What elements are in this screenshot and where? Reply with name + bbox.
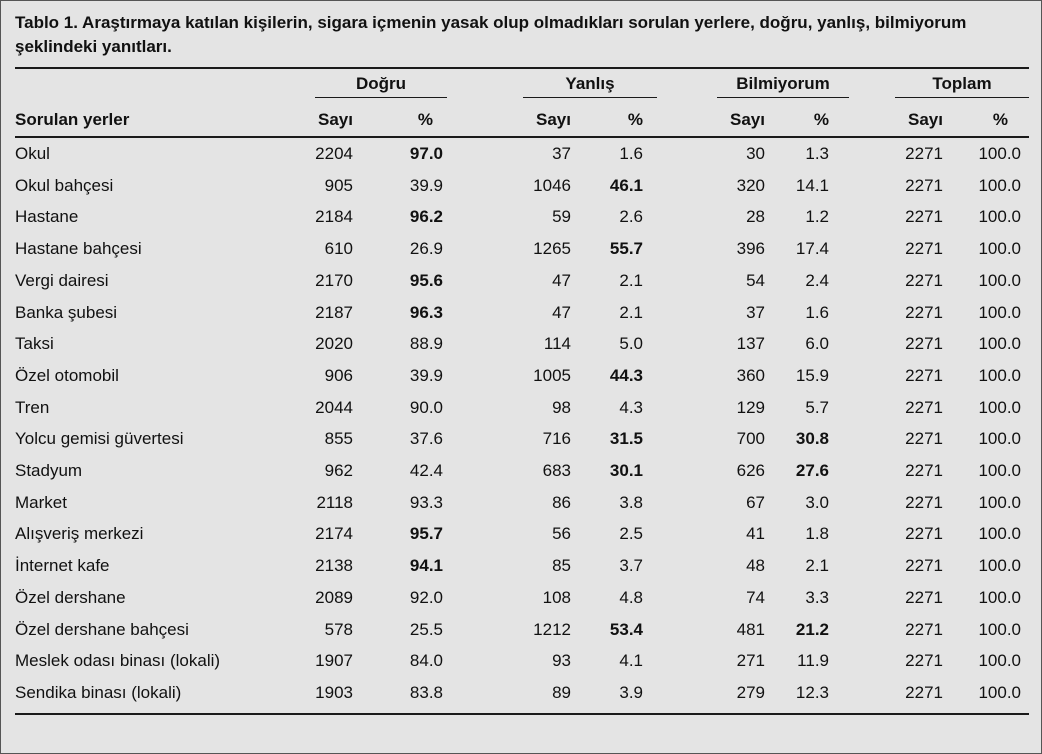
cell-toplam-pct: 100.0 <box>978 144 1021 163</box>
cell-bilmiyorum-sayi: 396 <box>736 239 765 258</box>
cell-dogru-pct: 42.4 <box>409 461 443 480</box>
cell-dogru-sayi: 2089 <box>315 588 353 607</box>
cell-yanlis-pct: 4.8 <box>619 588 643 607</box>
cell-dogru-sayi: 2020 <box>315 334 353 353</box>
cell-toplam-sayi: 2271 <box>905 334 943 353</box>
cell-dogru-pct: 39.9 <box>409 366 443 385</box>
cell-toplam-pct: 100.0 <box>978 271 1021 290</box>
cell-yanlis-pct: 30.1 <box>609 461 643 480</box>
cell-yanlis-sayi: 86 <box>552 493 571 512</box>
cell-dogru-sayi: 610 <box>324 239 353 258</box>
cell-toplam-pct: 100.0 <box>978 461 1021 480</box>
cell-toplam-pct: 100.0 <box>978 398 1021 417</box>
cell-dogru-pct: 93.3 <box>409 493 443 512</box>
cell-yanlis-pct: 3.8 <box>619 493 643 512</box>
cell-bilmiyorum-sayi: 700 <box>736 429 765 448</box>
cell-dogru-pct: 83.8 <box>409 683 443 702</box>
cell-dogru-pct: 92.0 <box>409 588 443 607</box>
row-label: Okul bahçesi <box>15 176 114 195</box>
cell-toplam-sayi: 2271 <box>905 303 943 322</box>
cell-toplam-pct: 100.0 <box>978 366 1021 385</box>
cell-dogru-sayi: 906 <box>324 366 353 385</box>
row-label: Alışveriş merkezi <box>15 524 144 543</box>
cell-dogru-sayi: 905 <box>324 176 353 195</box>
cell-dogru-pct: 84.0 <box>409 651 443 670</box>
cell-toplam-pct: 100.0 <box>978 334 1021 353</box>
cell-bilmiyorum-sayi: 626 <box>736 461 765 480</box>
cell-dogru-pct: 96.3 <box>409 303 443 322</box>
row-label: Market <box>15 493 67 512</box>
cell-toplam-sayi: 2271 <box>905 144 943 163</box>
cell-toplam-pct: 100.0 <box>978 620 1021 639</box>
cell-yanlis-pct: 3.7 <box>619 556 643 575</box>
cell-yanlis-sayi: 98 <box>552 398 571 417</box>
cell-bilmiyorum-pct: 1.8 <box>805 524 829 543</box>
cell-dogru-pct: 25.5 <box>409 620 443 639</box>
cell-bilmiyorum-pct: 27.6 <box>795 461 829 480</box>
cell-dogru-sayi: 962 <box>324 461 353 480</box>
cell-toplam-pct: 100.0 <box>978 588 1021 607</box>
cell-toplam-pct: 100.0 <box>978 524 1021 543</box>
row-label: Yolcu gemisi güvertesi <box>15 429 184 448</box>
col-header-dogru-pct: % <box>417 110 433 129</box>
cell-bilmiyorum-sayi: 481 <box>736 620 765 639</box>
row-label: Vergi dairesi <box>15 271 109 290</box>
row-label: Hastane bahçesi <box>15 239 142 258</box>
row-label: Tren <box>15 398 50 417</box>
group-header-yanlis: Yanlış <box>565 74 615 93</box>
cell-dogru-pct: 88.9 <box>409 334 443 353</box>
row-label: Meslek odası binası (lokali) <box>15 651 221 670</box>
cell-dogru-pct: 37.6 <box>409 429 443 448</box>
row-label: Okul <box>15 144 50 163</box>
cell-bilmiyorum-pct: 11.9 <box>797 651 829 670</box>
cell-yanlis-pct: 46.1 <box>609 176 643 195</box>
cell-toplam-sayi: 2271 <box>905 524 943 543</box>
cell-dogru-sayi: 2184 <box>315 207 353 226</box>
cell-bilmiyorum-sayi: 271 <box>736 651 765 670</box>
group-header-toplam: Toplam <box>932 74 992 93</box>
cell-yanlis-pct: 3.9 <box>619 683 643 702</box>
cell-bilmiyorum-sayi: 67 <box>746 493 765 512</box>
table-caption: Tablo 1. Araştırmaya katılan kişilerin, sigara içmenin yasak olup olmadıkları sorulan yerlere, doğru, yanlış, bilmiyorum şeklindeki yanıtları. <box>15 13 967 56</box>
cell-dogru-sayi: 855 <box>324 429 353 448</box>
cell-dogru-sayi: 2118 <box>316 493 353 512</box>
group-rule-bilmiyorum <box>717 97 849 98</box>
cell-yanlis-sayi: 1046 <box>533 176 571 195</box>
cell-bilmiyorum-sayi: 37 <box>746 303 765 322</box>
cell-bilmiyorum-pct: 1.2 <box>805 207 829 226</box>
cell-toplam-sayi: 2271 <box>905 239 943 258</box>
cell-yanlis-pct: 5.0 <box>619 334 643 353</box>
cell-toplam-sayi: 2271 <box>905 620 943 639</box>
cell-toplam-sayi: 2271 <box>905 588 943 607</box>
cell-toplam-pct: 100.0 <box>978 429 1021 448</box>
cell-yanlis-pct: 2.5 <box>619 524 643 543</box>
cell-dogru-sayi: 2204 <box>315 144 353 163</box>
row-label: Özel otomobil <box>15 366 119 385</box>
cell-yanlis-pct: 4.3 <box>619 398 643 417</box>
cell-yanlis-pct: 1.6 <box>619 144 643 163</box>
row-label: Sendika binası (lokali) <box>15 683 182 702</box>
row-label: Özel dershane <box>15 588 126 607</box>
col-header-dogru-sayi: Sayı <box>318 110 353 129</box>
cell-toplam-sayi: 2271 <box>905 651 943 670</box>
cell-bilmiyorum-sayi: 74 <box>746 588 765 607</box>
cell-toplam-pct: 100.0 <box>978 176 1021 195</box>
col-header-bilmiyorum-pct: % <box>813 110 829 129</box>
cell-toplam-pct: 100.0 <box>978 303 1021 322</box>
cell-bilmiyorum-sayi: 129 <box>736 398 765 417</box>
group-header-dogru: Doğru <box>355 74 407 93</box>
row-label: Taksi <box>15 334 54 353</box>
cell-toplam-sayi: 2271 <box>905 429 943 448</box>
cell-bilmiyorum-sayi: 279 <box>736 683 765 702</box>
col-header-bilmiyorum-sayi: Sayı <box>730 110 765 129</box>
cell-dogru-sayi: 2138 <box>315 556 353 575</box>
cell-toplam-sayi: 2271 <box>905 398 943 417</box>
cell-toplam-sayi: 2271 <box>905 366 943 385</box>
cell-bilmiyorum-sayi: 54 <box>746 271 765 290</box>
cell-bilmiyorum-sayi: 137 <box>736 334 765 353</box>
cell-yanlis-pct: 2.1 <box>619 271 643 290</box>
cell-dogru-pct: 95.6 <box>409 271 443 290</box>
cell-toplam-pct: 100.0 <box>978 207 1021 226</box>
col-header-toplam-sayi: Sayı <box>908 110 943 129</box>
cell-dogru-pct: 26.9 <box>409 239 443 258</box>
cell-toplam-pct: 100.0 <box>978 683 1021 702</box>
cell-bilmiyorum-sayi: 320 <box>736 176 765 195</box>
cell-yanlis-sayi: 85 <box>552 556 571 575</box>
cell-toplam-sayi: 2271 <box>905 207 943 226</box>
cell-dogru-sayi: 2187 <box>315 303 353 322</box>
cell-yanlis-sayi: 683 <box>542 461 571 480</box>
cell-toplam-pct: 100.0 <box>978 556 1021 575</box>
cell-bilmiyorum-pct: 2.1 <box>805 556 829 575</box>
cell-toplam-sayi: 2271 <box>905 556 943 575</box>
cell-yanlis-sayi: 1265 <box>533 239 571 258</box>
cell-toplam-pct: 100.0 <box>978 239 1021 258</box>
cell-bilmiyorum-pct: 3.0 <box>805 493 829 512</box>
cell-yanlis-pct: 2.1 <box>619 303 643 322</box>
cell-toplam-pct: 100.0 <box>978 651 1021 670</box>
top-rule <box>15 67 1029 69</box>
cell-bilmiyorum-pct: 2.4 <box>805 271 829 290</box>
row-label: Banka şubesi <box>15 303 118 322</box>
cell-toplam-sayi: 2271 <box>905 461 943 480</box>
cell-yanlis-sayi: 56 <box>552 524 571 543</box>
cell-bilmiyorum-sayi: 28 <box>746 207 765 226</box>
cell-bilmiyorum-sayi: 48 <box>746 556 765 575</box>
cell-yanlis-sayi: 716 <box>542 429 571 448</box>
cell-toplam-sayi: 2271 <box>905 176 943 195</box>
header-bottom-rule <box>15 136 1029 138</box>
cell-dogru-sayi: 578 <box>324 620 353 639</box>
cell-bilmiyorum-pct: 1.6 <box>805 303 829 322</box>
group-header-bilmiyorum: Bilmiyorum <box>736 74 830 93</box>
cell-dogru-sayi: 1907 <box>315 651 353 670</box>
cell-yanlis-pct: 2.6 <box>619 207 643 226</box>
group-rule-yanlis <box>523 97 657 98</box>
cell-yanlis-pct: 4.1 <box>619 651 643 670</box>
cell-bilmiyorum-pct: 5.7 <box>805 398 829 417</box>
cell-yanlis-pct: 44.3 <box>609 366 643 385</box>
cell-bilmiyorum-pct: 17.4 <box>795 239 829 258</box>
row-label: Hastane <box>15 207 79 226</box>
cell-yanlis-pct: 55.7 <box>609 239 643 258</box>
bottom-rule <box>15 713 1029 715</box>
cell-bilmiyorum-sayi: 30 <box>746 144 765 163</box>
cell-dogru-pct: 95.7 <box>409 524 443 543</box>
group-rule-toplam <box>895 97 1029 98</box>
cell-bilmiyorum-sayi: 41 <box>746 524 765 543</box>
cell-dogru-sayi: 2044 <box>315 398 353 417</box>
cell-bilmiyorum-pct: 30.8 <box>795 429 829 448</box>
row-label: Özel dershane bahçesi <box>15 620 189 639</box>
cell-yanlis-sayi: 47 <box>552 303 571 322</box>
col-header-yanlis-sayi: Sayı <box>536 110 571 129</box>
cell-yanlis-pct: 31.5 <box>609 429 643 448</box>
cell-bilmiyorum-pct: 1.3 <box>805 144 829 163</box>
cell-dogru-pct: 94.1 <box>409 556 443 575</box>
cell-bilmiyorum-pct: 6.0 <box>805 334 829 353</box>
cell-bilmiyorum-pct: 3.3 <box>805 588 829 607</box>
cell-dogru-sayi: 2170 <box>315 271 353 290</box>
cell-bilmiyorum-pct: 21.2 <box>795 620 829 639</box>
cell-yanlis-sayi: 1212 <box>533 620 571 639</box>
cell-bilmiyorum-sayi: 360 <box>736 366 765 385</box>
row-label: Stadyum <box>15 461 83 480</box>
cell-toplam-sayi: 2271 <box>905 271 943 290</box>
row-label-header: Sorulan yerler <box>15 110 130 129</box>
cell-dogru-pct: 90.0 <box>409 398 443 417</box>
cell-dogru-pct: 96.2 <box>409 207 443 226</box>
cell-yanlis-sayi: 47 <box>552 271 571 290</box>
cell-bilmiyorum-pct: 15.9 <box>795 366 829 385</box>
cell-yanlis-sayi: 93 <box>552 651 571 670</box>
cell-yanlis-sayi: 1005 <box>533 366 571 385</box>
cell-yanlis-sayi: 37 <box>552 144 571 163</box>
col-header-yanlis-pct: % <box>627 110 643 129</box>
cell-yanlis-pct: 53.4 <box>609 620 643 639</box>
cell-yanlis-sayi: 108 <box>542 588 571 607</box>
cell-dogru-pct: 97.0 <box>409 144 443 163</box>
cell-dogru-pct: 39.9 <box>409 176 443 195</box>
cell-toplam-sayi: 2271 <box>905 493 943 512</box>
cell-yanlis-sayi: 114 <box>543 334 571 353</box>
cell-toplam-sayi: 2271 <box>905 683 943 702</box>
cell-dogru-sayi: 2174 <box>315 524 353 543</box>
col-header-toplam-pct: % <box>992 110 1008 129</box>
cell-dogru-sayi: 1903 <box>315 683 353 702</box>
cell-yanlis-sayi: 89 <box>552 683 571 702</box>
cell-toplam-pct: 100.0 <box>978 493 1021 512</box>
group-rule-dogru <box>315 97 447 98</box>
cell-yanlis-sayi: 59 <box>552 207 571 226</box>
row-label: İnternet kafe <box>15 556 110 575</box>
cell-bilmiyorum-pct: 12.3 <box>795 683 829 702</box>
cell-bilmiyorum-pct: 14.1 <box>795 176 829 195</box>
